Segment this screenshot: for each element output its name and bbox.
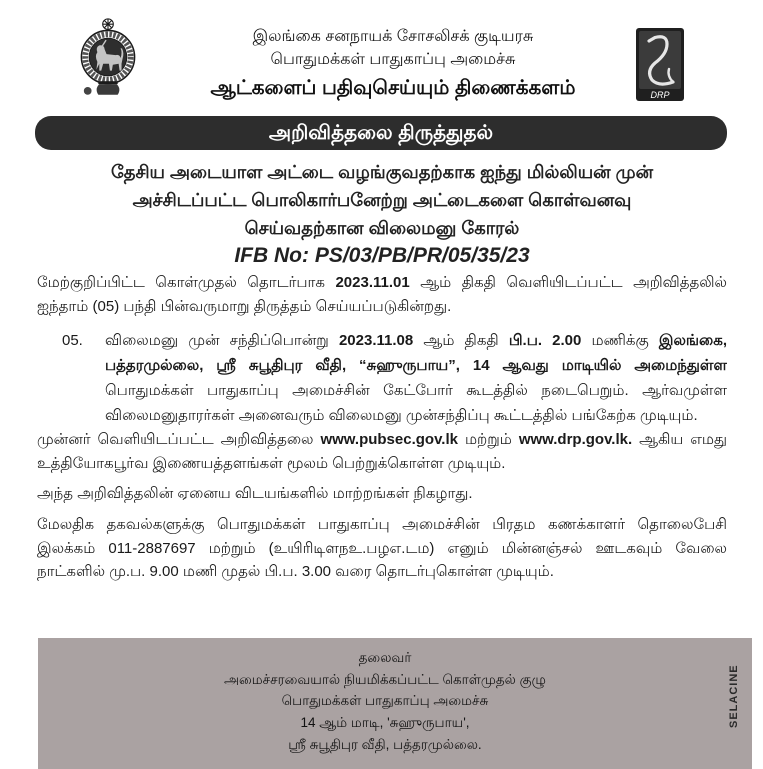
text-segment: முன்னர் வெளியிடப்பட்ட அறிவித்தலை — [37, 431, 321, 448]
notice-banner: அறிவித்தலை திருத்துதல் — [35, 116, 727, 150]
date-text: 2023.11.01 — [335, 274, 410, 291]
text-segment: ஆம் திகதி வெளியிடப்பட்ட அறிவித்தலில் ஐந்தாம் (05) பந்தி பின்வருமாறு திருத்தம் செய்யப்படுகின்றது. — [37, 274, 727, 315]
ifb-number: IFB No: PS/03/PB/PR/05/35/23 — [234, 244, 530, 267]
time-text: பி.ப. 2.00 — [508, 332, 582, 349]
website-url: www.drp.gov.lk. — [518, 431, 633, 448]
text-segment: ஆம் திகதி — [413, 332, 509, 349]
notice-title-line: அச்சிடப்பட்ட பொலிகார்பனேற்று அட்டைகளை கொள்வனவு — [132, 190, 632, 210]
ministry-name: பொதுமக்கள் பாதுகாப்பு அமைச்சு — [270, 51, 516, 68]
notice-title-line: தேசிய அடையாள அட்டை வழங்குவதற்காக ஐந்து மில்லியன் முன் — [110, 162, 654, 182]
venue-text: இலங்கை, பத்தரமுல்லை, ஸ்ரீ சுபூதிபுர வீதி, “சுஹுருபாய”, 14 ஆவது மாடியில் அமைந்துள்ள — [105, 332, 727, 374]
address-line: 14 ஆம் மாடி, 'சுஹுருபாய', — [300, 715, 470, 731]
notice-title-line: செய்வதற்கான விலைமனு கோரல் — [244, 218, 520, 238]
sri-lanka-emblem-icon — [79, 16, 137, 100]
website-url: www.pubsec.gov.lk — [320, 431, 458, 448]
date-text: 2023.11.08 — [338, 332, 414, 349]
notice-body — [37, 158, 727, 638]
text-segment: மேற்குறிப்பிட்ட கொள்முதல் தொடர்பாக — [37, 274, 336, 291]
text-segment: விலைமனு முன் சந்திப்பொன்று — [105, 332, 339, 349]
unchanged-paragraph: அந்த அறிவித்தலின் ஏனைய விடயங்களில் மாற்றங்கள் நிகழாது. — [37, 485, 473, 502]
text-segment: பொதுமக்கள் பாதுகாப்பு அமைச்சின் கேட்போர் கூடத்தில் நடைபெறும். ஆர்வமுள்ள விலைமனுதாரர்கள் அனைவரும் விலைமனு முன்சந்திப்பு கூட்டத்தில் பங்கேற்க முடியும். — [105, 382, 727, 424]
intro-paragraph — [37, 271, 727, 319]
signature-footer — [38, 638, 752, 769]
agency-mark: SELACINE — [728, 664, 740, 728]
address-line: ஸ்ரீ சுபூதிபுர வீதி, பத்தரமுல்லை. — [288, 736, 482, 752]
text-segment: மற்றும் — [457, 431, 519, 448]
department-name: ஆட்களைப் பதிவுசெய்யும் திணைக்களம் — [210, 77, 576, 99]
text-segment: மணிக்கு — [581, 332, 659, 349]
text-segment: ஆகிய எமது உத்தியோகபூர்வ இணையத்தளங்கள் மூலம் பெற்றுக்கொள்ள முடியும். — [37, 431, 727, 472]
drp-logo-text: DRP — [650, 90, 670, 100]
country-name: இலங்கை சனநாயக் சோசலிசக் குடியரசு — [252, 28, 534, 45]
drp-swan-logo-icon — [636, 28, 684, 101]
clause-number: 05. — [62, 332, 83, 349]
websites-paragraph — [37, 428, 727, 476]
committee-name: அமைச்சரவையால் நியமிக்கப்பட்ட கொள்முதல் குழு — [224, 671, 546, 687]
clause-text — [105, 328, 727, 428]
ministry-name: பொதுமக்கள் பாதுகாப்பு அமைச்சு — [281, 693, 489, 709]
signatory-title: தலைவர் — [358, 650, 412, 665]
amended-clause — [37, 328, 727, 428]
signature-block — [38, 647, 732, 756]
contact-paragraph: மேலதிக தகவல்களுக்கு பொதுமக்கள் பாதுகாப்பு அமைச்சின் பிரதம கணக்காளர் தொலைபேசி இலக்கம் 011-2887697 மற்றும் (உயிரிடிளநஉ.பழஎ.டம) எனும் மின்னஞ்சல் ஊடகவும் வேலை நாட்களில் மு.ப. 9.00 மணி முதல் பி.ப. 3.00 வரை தொடர்புகொள்ள முடியும். — [37, 516, 727, 580]
